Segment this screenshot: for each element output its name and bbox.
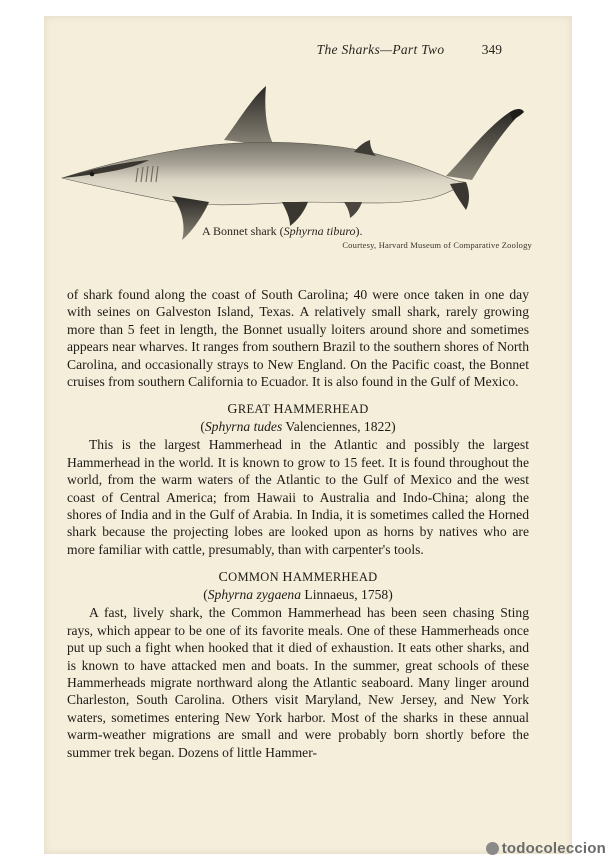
figure-caption: A Bonnet shark (Sphyrna tiburo).: [202, 224, 363, 238]
watermark: todocoleccion: [486, 840, 606, 857]
eye: [90, 172, 95, 177]
tail-upper-lobe: [446, 111, 520, 180]
shark-body: [62, 142, 464, 204]
opening-paragraph: of shark found along the coast of South Carolina; 40 were once taken in one day with seines on Galveston Island, Texas. A relatively small shark, rarely growing more than 5 feet in length, the Bonnet usually loiters around shore and sometimes appears near wharves. It ranges from southern Brazil to the southern shores of North Carolina, and occasionally strays to New England. On the Pacific coast, the Bonnet cruises from southern California to Ecuador. It is also found in the Gulf of Mexico.: [67, 287, 529, 390]
scientific-name-great-hammerhead: (Sphyrna tudes Valenciennes, 1822): [200, 419, 396, 435]
pelvic-fin: [282, 202, 308, 226]
running-title: The Sharks—Part Two: [316, 42, 445, 57]
dorsal-fin: [224, 86, 274, 146]
book-page: [44, 16, 572, 854]
running-header: [44, 42, 502, 58]
paragraph-great-hammerhead: This is the largest Hammerhead in the Atlantic and possibly the largest Hammerhead in the world. It is known to grow to 15 feet. It is found throughout the world, from the warm waters of the Atlantic to the Gulf of Mexico and the west coast of Central America; from Hawaii to Australia and Indo-China; along the shores of India and in the Gulf of Arabia. In India, it is sometimes called the Horned shark because the projecting lobes are looked upon as horns by natives who are more familiar with cattle, presumably, than with carpenter's tools.: [67, 437, 529, 557]
section-heading-great-hammerhead: GREAT HAMMERHEAD: [227, 402, 369, 418]
scientific-name-common-hammerhead: (Sphyrna zygaena Linnaeus, 1758): [203, 587, 393, 603]
paragraph-common-hammerhead: A fast, lively shark, the Common Hammerhead has been seen chasing Sting rays, which appear to be one of its favorite meals. One of these Hammerheads once put up such a fight when hooked that it died of exhaustion. It eats other sharks, and is known to have attacked men and boats. In the summer, great schools of these Hammerheads migrate northward along the Atlantic seaboard. Many linger around Charleston, South Carolina. Others visit Maryland, New Jersey, and New York waters, sometimes entering New York harbor. Most of the sharks in these annual warm-weather migrations are small and were probably born shortly before the summer trek began. Dozens of little Hammer-: [67, 605, 529, 760]
bonnet-shark-illustration: [54, 68, 524, 248]
watermark-logo-icon: [486, 842, 499, 855]
figure-credit: Courtesy, Harvard Museum of Comparative Zoology: [342, 240, 532, 250]
section-heading-common-hammerhead: COMMON HAMMERHEAD: [218, 570, 378, 586]
body-text: [67, 286, 529, 761]
tail-lower-lobe: [450, 182, 469, 210]
anal-fin: [344, 202, 362, 218]
page-number: 349: [481, 42, 502, 57]
